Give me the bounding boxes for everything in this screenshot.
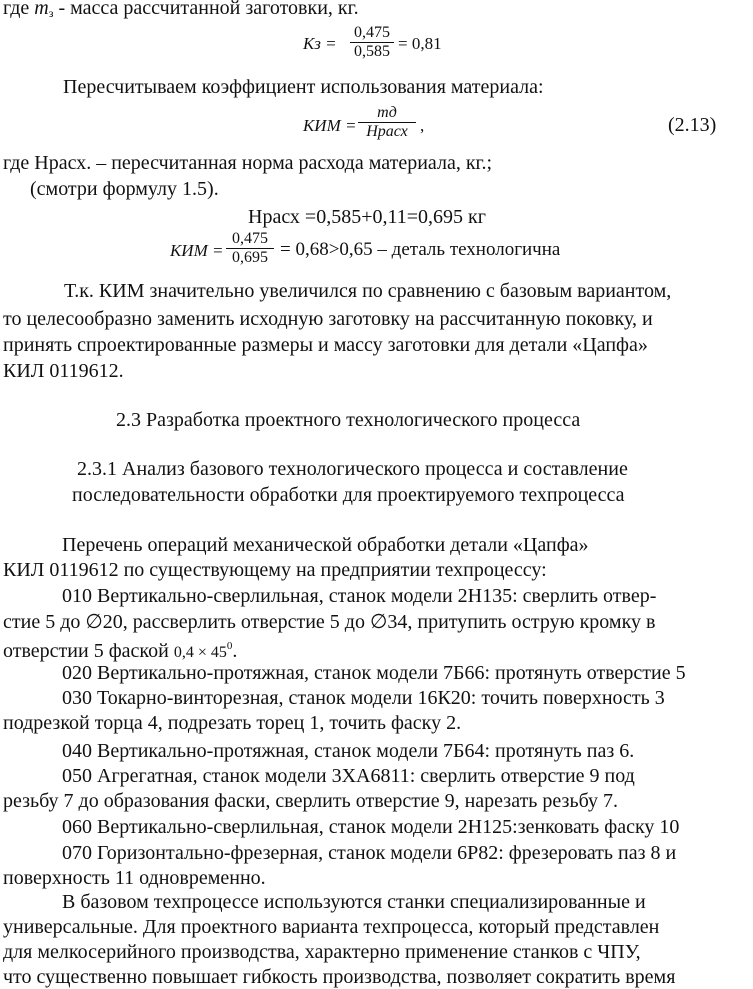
text-line: поверхность 11 одновременно. xyxy=(3,867,266,889)
subsection-heading: последовательности обработки для проектируемого техпроцесса xyxy=(72,484,625,506)
degree-superscript: 0 xyxy=(226,640,233,652)
formula-fraction xyxy=(350,24,394,61)
fraction-denominator: 0,695 xyxy=(232,249,268,266)
symbol-m: m xyxy=(34,0,49,19)
text-line: универсальные. Для проектного варианта техпроцесса, который представлен xyxy=(3,916,660,938)
text-line: 060 Вертикально-сверлильная, станок модели 2Н125:зенковать фаску 10 xyxy=(62,816,680,838)
symbol-subscript: з xyxy=(48,6,54,20)
formula-result: = 0,81 xyxy=(398,34,442,53)
text-line: подрезкой торца 4, подрезать торец 1, точить фаску 2. xyxy=(3,712,462,734)
fraction-denominator: 0,585 xyxy=(354,43,390,60)
text-line: 040 Вертикально-протяжная, станок модели 7Б64: протянуть паз 6. xyxy=(62,740,635,762)
text-line: 050 Агрегатная, станок модели 3ХА6811: сверлить отверстие 9 под xyxy=(62,765,635,787)
formula-lhs: Кз = xyxy=(303,34,337,53)
text-line: КИЛ 0119612 по существующему на предприятии техпроцессу: xyxy=(3,559,547,581)
text-fragment: отверстии 5 фаской xyxy=(3,640,174,662)
text-line: Пересчитываем коэффициент использования материала: xyxy=(63,76,544,98)
text-line: где Нрасх. – пересчитанная норма расхода материала, кг.; xyxy=(3,152,493,174)
text-line: Перечень операций механической обработки детали «Цапфа» xyxy=(62,534,589,556)
text-line xyxy=(3,0,359,25)
text-line: В базовом техпроцессе используются станки специализированные и xyxy=(62,891,646,913)
formula-number: (2.13) xyxy=(668,114,717,136)
text-line: 070 Горизонтально-фрезерная, станок модели 6Р82: фрезеровать паз 8 и xyxy=(62,842,677,864)
chamfer-size: 0,4 × 45 xyxy=(173,644,227,661)
text-line: то целесообразно заменить исходную заготовку на рассчитанную поковку, и xyxy=(3,308,653,330)
text-line: 010 Вертикально-сверлильная, станок модели 2Н135: сверлить отвер- xyxy=(62,585,657,607)
fraction-denominator: Нрасх xyxy=(366,123,408,140)
text-line: что существенно повышает гибкость производства, позволяет сократить время xyxy=(3,966,676,988)
formula-lhs: КИМ = xyxy=(303,116,357,135)
text-line: принять спроектированные размеры и массу заготовки для детали «Цапфа» xyxy=(3,334,648,356)
text-line: Т.к. КИМ значительно увеличился по сравнению с базовым вариантом, xyxy=(64,280,672,302)
text-fragment: . xyxy=(232,640,238,662)
text-line: для мелкосерийного производства, характерно применение станков с ЧПУ, xyxy=(3,941,641,963)
text-line: резьбу 7 до образования фаски, сверлить отверстие 9, нарезать резьбу 7. xyxy=(3,790,618,812)
subsection-heading: 2.3.1 Анализ базового технологического процесса и составление xyxy=(77,458,628,480)
text-line: Нрасх =0,585+0,11=0,695 кг xyxy=(248,206,486,228)
formula-lhs: КИМ = xyxy=(170,241,224,260)
formula-fraction xyxy=(358,104,416,141)
text-line: стие 5 до ∅20, рассверлить отверстие 5 до ∅34, притупить острую кромку в xyxy=(3,611,656,633)
fraction-numerator: 0,475 xyxy=(226,230,274,249)
fraction-numerator: 0,475 xyxy=(350,24,394,43)
text-line: (смотри формулу 1.5). xyxy=(30,178,219,200)
formula-result: = 0,68>0,65 – деталь технологична xyxy=(280,239,561,260)
fraction-numerator: mд xyxy=(358,104,416,123)
text-line: КИЛ 0119612. xyxy=(3,360,124,382)
text-line: 020 Вертикально-протяжная, станок модели 7Б66: протянуть отверстие 5 xyxy=(62,662,686,684)
text-line: 030 Токарно-винторезная, станок модели 16К20: точить поверхность 3 xyxy=(62,687,665,709)
formula-tail: , xyxy=(420,116,425,135)
text-fragment: - масса рассчитанной заготовки, кг. xyxy=(53,0,359,19)
text-fragment: где xyxy=(3,0,30,19)
section-heading: 2.3 Разработка проектного технологического процесса xyxy=(116,409,581,431)
formula-fraction xyxy=(226,230,274,267)
